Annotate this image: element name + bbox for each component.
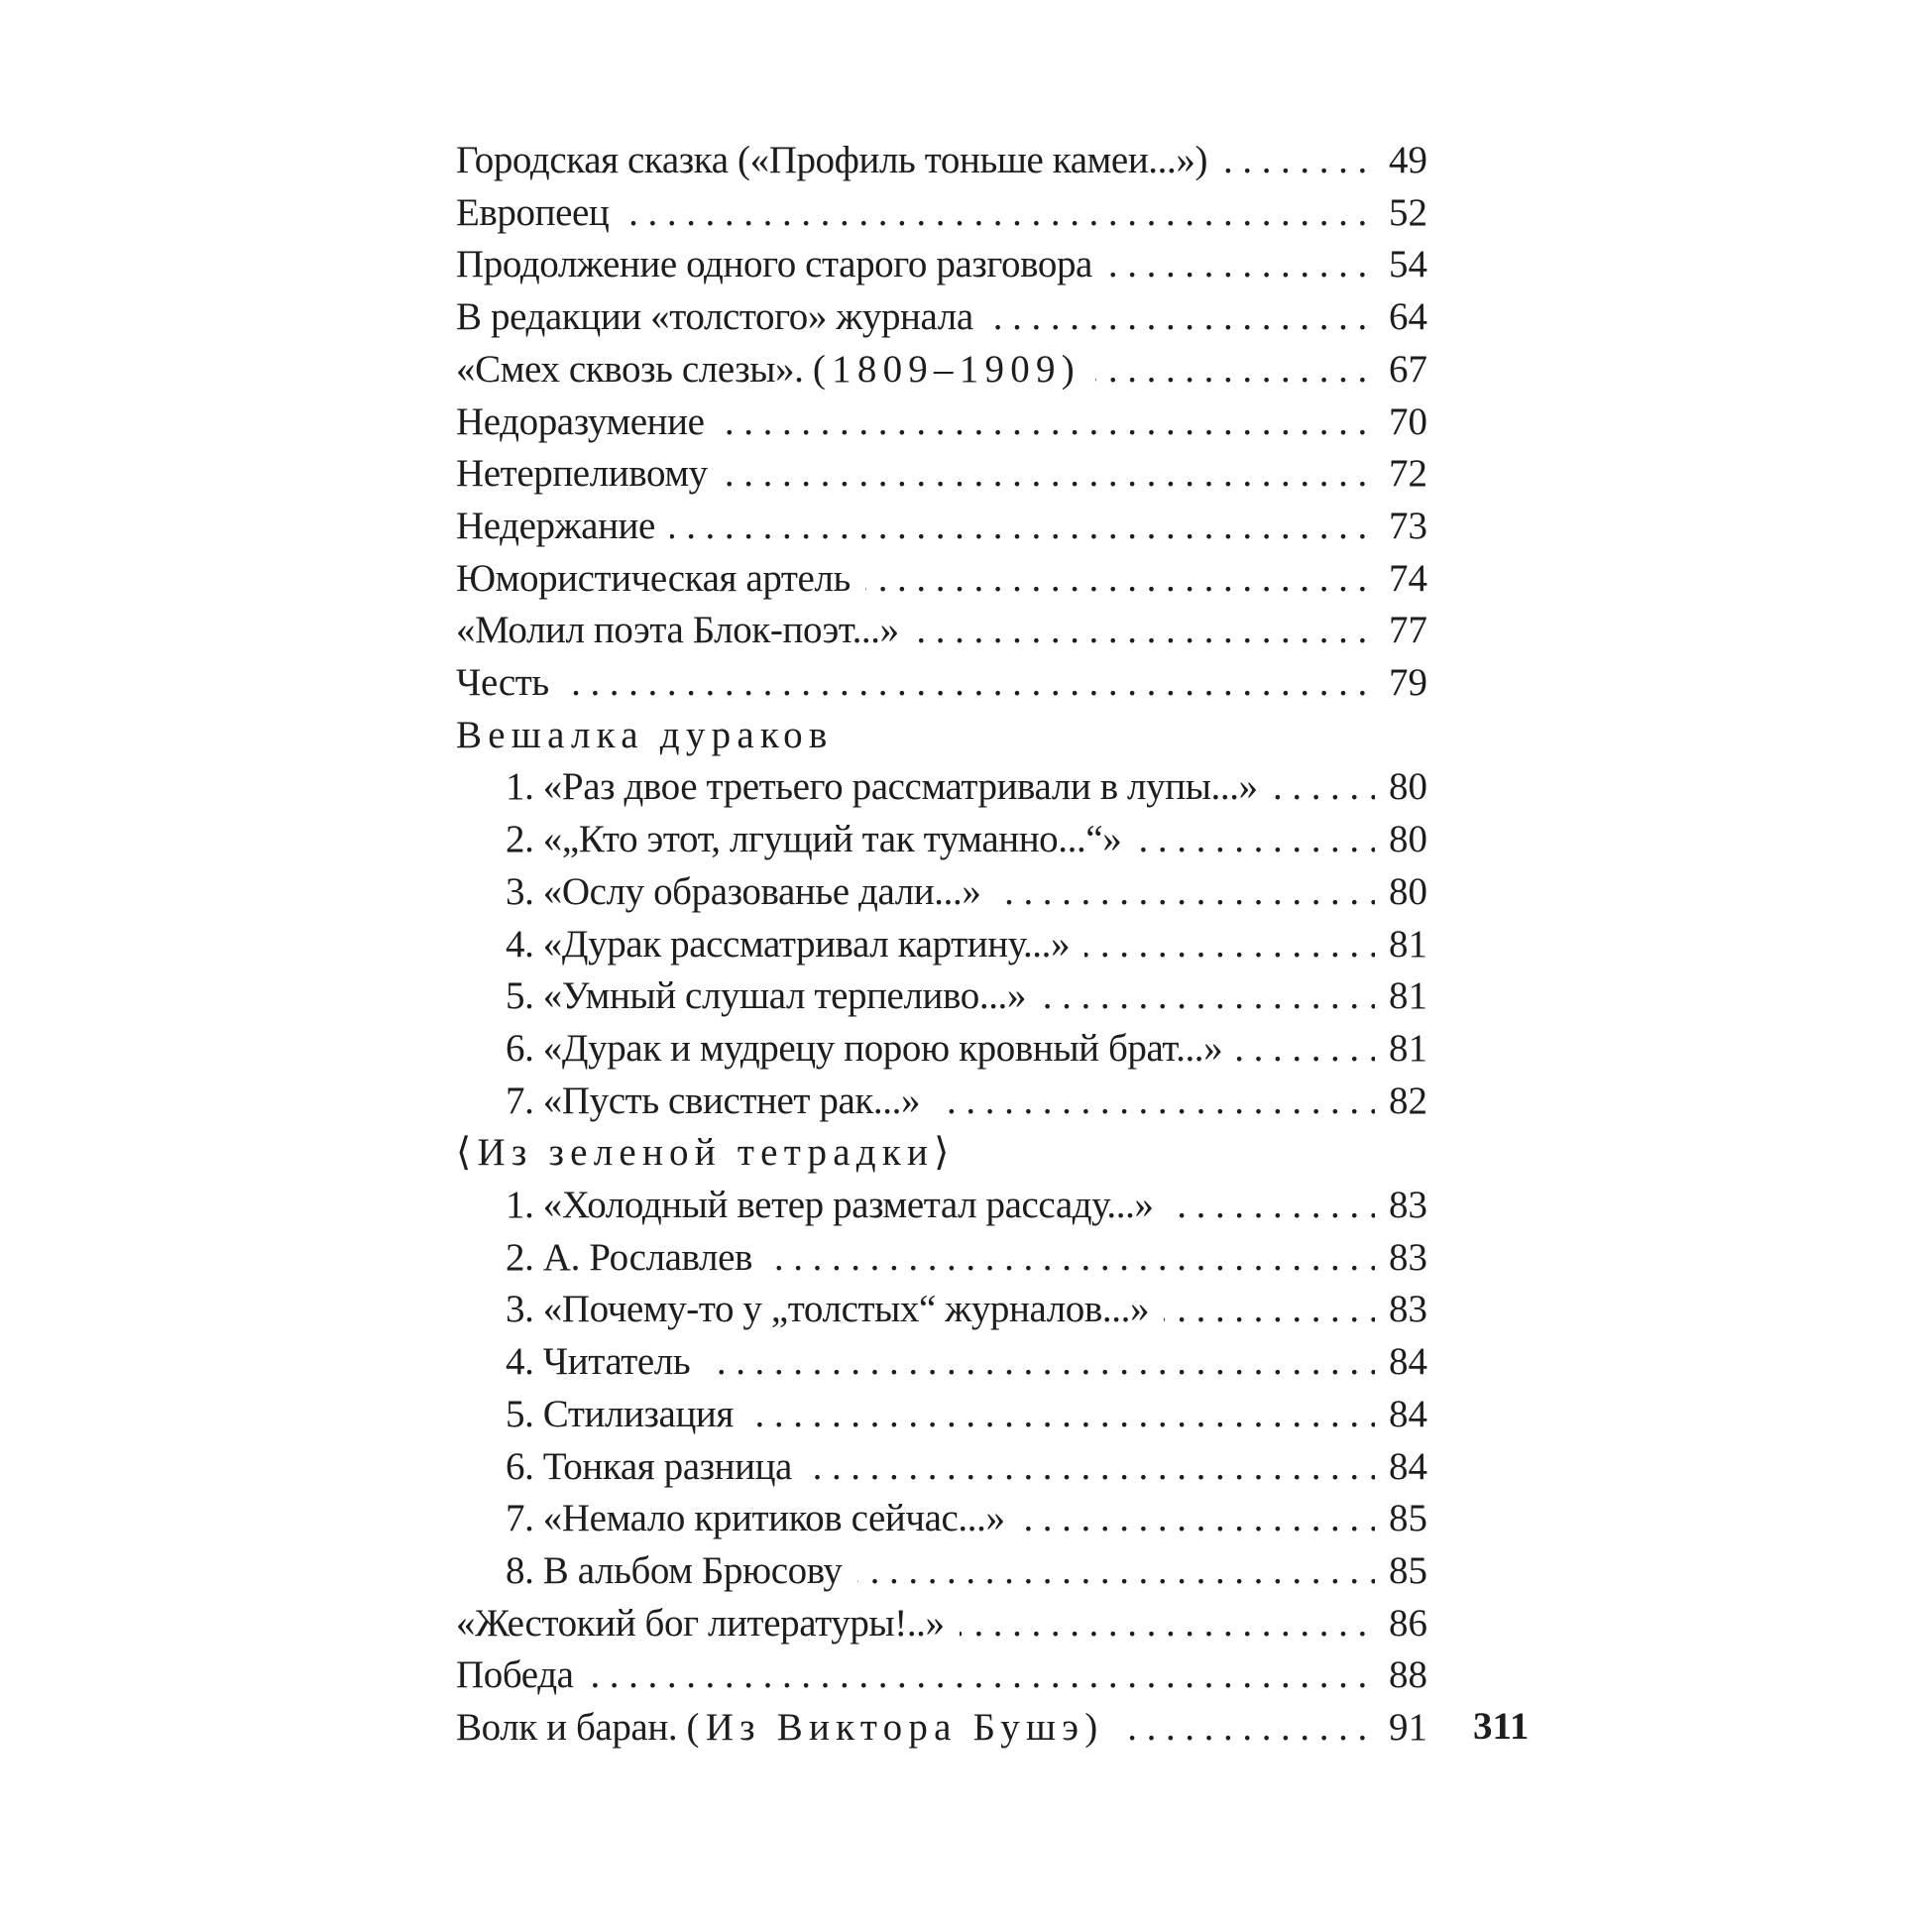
toc-entry-page: 84 <box>1375 1389 1427 1441</box>
toc-entry-page: 49 <box>1375 135 1427 187</box>
toc-entry-title: 2. «„Кто этот, лгущий так туманно...“» <box>506 818 1136 860</box>
table-of-contents <box>456 135 1427 1755</box>
toc-entry-page: 64 <box>1375 291 1427 344</box>
toc-entry-title: Юмористическая артель <box>456 557 865 600</box>
toc-entry-title: В редакции «толстого» журнала <box>456 295 988 338</box>
toc-section-header-title: ⟨Из зеленой тетрадки⟩ <box>456 1131 956 1175</box>
toc-entry-page: 83 <box>1375 1232 1427 1285</box>
dot-leader <box>456 657 1427 710</box>
toc-entry-title <box>456 1706 1119 1749</box>
toc-entry-page: 86 <box>1375 1598 1427 1650</box>
toc-entry-title: Городская сказка («Профиль тоньше камеи...») <box>456 139 1222 181</box>
toc-entry <box>506 970 1427 1023</box>
toc-entry-page: 84 <box>1375 1336 1427 1389</box>
toc-entry-title: «Жестокий бог литературы!..» <box>456 1602 960 1645</box>
toc-entry-page: 85 <box>1375 1493 1427 1545</box>
toc-entry-page: 81 <box>1375 919 1427 971</box>
toc-entry-title: 2. А. Рославлев <box>506 1236 767 1279</box>
toc-entry-page: 72 <box>1375 448 1427 501</box>
toc-entry-page: 88 <box>1375 1649 1427 1702</box>
toc-entry <box>506 1545 1427 1598</box>
toc-section-header <box>456 1127 1427 1180</box>
toc-entry-title: Победа <box>456 1653 589 1696</box>
toc-entry <box>456 344 1427 397</box>
toc-entry <box>456 657 1427 710</box>
toc-entry <box>456 1649 1427 1702</box>
toc-entry <box>506 1076 1427 1128</box>
toc-entry <box>506 866 1427 919</box>
toc-entry <box>506 1493 1427 1545</box>
toc-entry <box>456 553 1427 606</box>
toc-entry-title <box>456 348 1095 391</box>
toc-entry-title: Недоразумение <box>456 400 720 443</box>
toc-entry <box>506 1336 1427 1389</box>
toc-entry-title: 1. «Раз двое третьего рассматривали в лупы...» <box>506 765 1273 808</box>
toc-entry-page: 91 <box>1375 1702 1427 1755</box>
toc-entry-title: 5. «Умный слушал терпеливо...» <box>506 974 1041 1017</box>
toc-entry <box>506 814 1427 866</box>
toc-entry <box>506 1284 1427 1336</box>
toc-entry <box>506 761 1427 814</box>
toc-entry-page: 77 <box>1375 605 1427 657</box>
toc-entry-title: 4. Читатель <box>506 1340 705 1383</box>
toc-entry-page: 83 <box>1375 1180 1427 1232</box>
toc-entry-title: 5. Стилизация <box>506 1393 748 1435</box>
toc-entry-title: 4. «Дурак рассматривал картину...» <box>506 923 1084 966</box>
toc-entry-page: 67 <box>1375 344 1427 397</box>
toc-entry-title-text: Волк и баран. <box>456 1706 687 1750</box>
toc-entry-title: «Молил поэта Блок-поэт...» <box>456 609 914 651</box>
toc-entry-title: 8. В альбом Брюсову <box>506 1549 857 1592</box>
toc-entry-page: 80 <box>1375 761 1427 814</box>
toc-entry-title: 7. «Пусть свистнет рак...» <box>506 1080 935 1122</box>
toc-entry <box>456 1702 1427 1755</box>
toc-entry <box>506 1023 1427 1076</box>
toc-entry-title: 3. «Почему-то у „толстых“ журналов...» <box>506 1288 1164 1330</box>
toc-entry-title: 3. «Ослу образованье дали...» <box>506 870 995 913</box>
toc-entry-title-spaced: (Из Виктора Бушэ) <box>686 1706 1104 1750</box>
toc-section-header-title: Вешалка дураков <box>456 713 834 756</box>
toc-entry-page: 80 <box>1375 866 1427 919</box>
toc-section-header <box>456 710 1427 762</box>
toc-entry-page: 73 <box>1375 501 1427 553</box>
toc-entry <box>506 1232 1427 1285</box>
toc-entry-page: 81 <box>1375 970 1427 1023</box>
toc-entry-title: Недержание <box>456 505 670 547</box>
toc-entry-page: 80 <box>1375 814 1427 866</box>
toc-entry-page: 74 <box>1375 553 1427 606</box>
toc-entry-title: Продолжение одного старого разговора <box>456 243 1107 285</box>
toc-entry <box>506 1389 1427 1441</box>
toc-entry-page: 82 <box>1375 1076 1427 1128</box>
toc-entry <box>456 605 1427 657</box>
toc-entry <box>456 291 1427 344</box>
toc-entry-title: 7. «Немало критиков сейчас...» <box>506 1497 1020 1539</box>
toc-entry-page: 84 <box>1375 1441 1427 1494</box>
toc-entry <box>506 919 1427 971</box>
toc-entry-page: 81 <box>1375 1023 1427 1076</box>
toc-entry <box>456 1598 1427 1650</box>
toc-entry-title: Честь <box>456 661 564 704</box>
toc-entry <box>456 397 1427 449</box>
toc-entry <box>456 501 1427 553</box>
toc-entry-title: Нетерпеливому <box>456 452 723 495</box>
toc-entry-page: 52 <box>1375 187 1427 240</box>
toc-entry-title-spaced: (1809–1909) <box>812 347 1080 391</box>
toc-entry-title: 1. «Холодный ветер разметал рассаду...» <box>506 1184 1169 1226</box>
toc-entry-page: 70 <box>1375 397 1427 449</box>
toc-entry-page: 85 <box>1375 1545 1427 1598</box>
dot-leader <box>456 1649 1427 1702</box>
toc-entry-title: Европеец <box>456 191 624 234</box>
toc-entry <box>456 448 1427 501</box>
toc-entry-page: 54 <box>1375 239 1427 291</box>
toc-entry-title: 6. «Дурак и мудрецу порою кровный брат...» <box>506 1027 1237 1070</box>
toc-entry <box>506 1441 1427 1494</box>
toc-entry <box>506 1180 1427 1232</box>
toc-entry <box>456 135 1427 187</box>
toc-entry-title-text: «Смех сквозь слезы». <box>456 347 813 391</box>
toc-entry-page: 83 <box>1375 1284 1427 1336</box>
page-number-folio: 311 <box>1473 1705 1530 1748</box>
toc-entry <box>456 187 1427 240</box>
toc-entry-page: 79 <box>1375 657 1427 710</box>
toc-entry <box>456 239 1427 291</box>
toc-entry-title: 6. Тонкая разница <box>506 1445 807 1488</box>
